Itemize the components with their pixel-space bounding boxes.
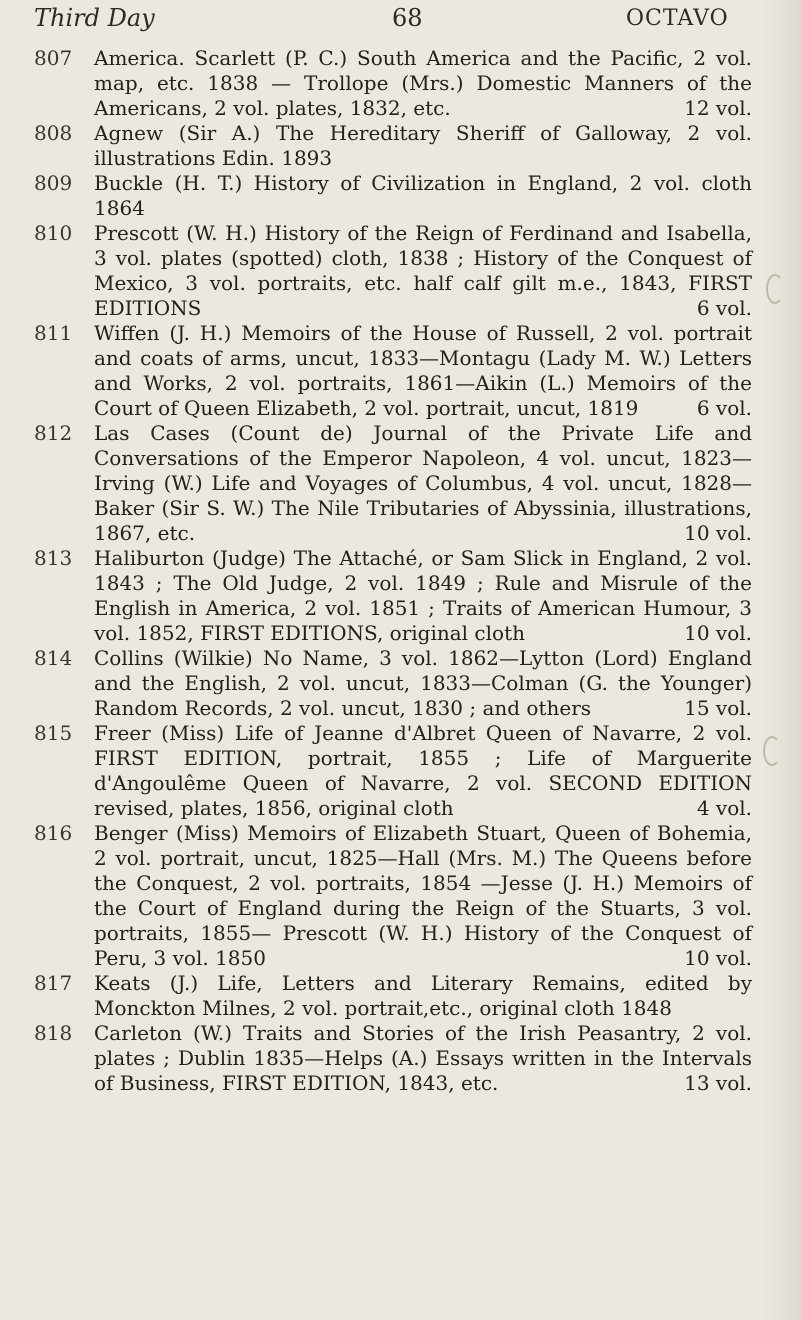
lot-description: Las Cases (Count de) Journal of the Private Life and Conversations of the Emperor Napoleon, 4 vol. uncut, 1823—Irving (W.) Life and Voyages of Columbus, 4 vol. uncut, 1828—Baker (Sir S. W.) The Nile Tributaries of Abyssinia, illustrations, 1867, etc.	[94, 421, 752, 545]
page-edge-shadow	[761, 0, 801, 1320]
running-header-left: Third Day	[34, 4, 155, 32]
lot-volumes: 13 vol.	[684, 1071, 752, 1095]
lot-body	[94, 546, 752, 646]
lot-number: 817	[34, 971, 73, 995]
lot-entry	[34, 421, 752, 546]
lot-volumes: 15 vol.	[684, 696, 752, 720]
lot-body	[94, 121, 752, 171]
lot-description: Haliburton (Judge) The Attaché, or Sam Slick in England, 2 vol. 1843 ; The Old Judge, 2 vol. 1849 ; Rule and Misrule of the English in America, 2 vol. 1851 ; Traits of American Humour, 3 vol. 1852, FIRST EDITIONS, original cloth	[94, 546, 752, 645]
lot-number: 813	[34, 546, 73, 570]
lot-entry	[34, 821, 752, 971]
lot-entry	[34, 171, 752, 221]
lot-volumes: 4 vol.	[696, 796, 752, 820]
lot-entry	[34, 646, 752, 721]
lot-entry	[34, 321, 752, 421]
lot-body	[94, 171, 752, 221]
lot-description: Freer (Miss) Life of Jeanne d'Albret Queen of Navarre, 2 vol. FIRST EDITION, portrait, 1855 ; Life of Marguerite d'Angoulême Queen of Navarre, 2 vol. SECOND EDITION revised, plates, 1856, original cloth	[94, 721, 752, 820]
lot-description: Carleton (W.) Traits and Stories of the Irish Peasantry, 2 vol. plates ; Dublin 1835—Helps (A.) Essays written in the Intervals of Business, FIRST EDITION, 1843, etc.	[94, 1021, 752, 1095]
lot-entry	[34, 1021, 752, 1096]
lot-number: 811	[34, 321, 73, 345]
lot-description: Keats (J.) Life, Letters and Literary Remains, edited by Monckton Milnes, 2 vol. portrait,etc., original cloth 1848	[94, 971, 752, 1020]
lot-volumes: 10 vol.	[684, 946, 752, 970]
lot-number: 818	[34, 1021, 73, 1045]
lot-number: 814	[34, 646, 73, 670]
lot-body	[94, 46, 752, 121]
lot-body	[94, 221, 752, 321]
lot-body	[94, 971, 752, 1021]
lot-volumes: 12 vol.	[684, 96, 752, 120]
lot-body	[94, 821, 752, 971]
lot-number: 812	[34, 421, 73, 445]
lot-entry	[34, 221, 752, 321]
lot-number: 808	[34, 121, 73, 145]
lot-description: Prescott (W. H.) History of the Reign of Ferdinand and Isabella, 3 vol. plates (spotted) cloth, 1838 ; History of the Conquest of Mexico, 3 vol. portraits, etc. half calf gilt m.e., 1843, FIRST EDITIONS	[94, 221, 752, 320]
lot-body	[94, 321, 752, 421]
lot-entry	[34, 971, 752, 1021]
lot-body	[94, 721, 752, 821]
lot-volumes: 6 vol.	[696, 296, 752, 320]
running-header-right: OCTAVO	[626, 6, 729, 31]
lot-number: 807	[34, 46, 73, 70]
lot-body	[94, 421, 752, 546]
lot-number: 809	[34, 171, 73, 195]
lot-entry	[34, 121, 752, 171]
lot-description: Buckle (H. T.) History of Civilization in England, 2 vol. cloth 1864	[94, 171, 752, 220]
lot-number: 810	[34, 221, 73, 245]
lot-description: Collins (Wilkie) No Name, 3 vol. 1862—Lytton (Lord) England and the English, 2 vol. uncut, 1833—Colman (G. the Younger) Random Records, 2 vol. uncut, 1830 ; and others	[94, 646, 752, 720]
lot-volumes: 10 vol.	[684, 621, 752, 645]
lot-description: Wiffen (J. H.) Memoirs of the House of Russell, 2 vol. portrait and coats of arms, uncut, 1833—Montagu (Lady M. W.) Letters and Works, 2 vol. portraits, 1861—Aikin (L.) Memoirs of the Court of Queen Elizabeth, 2 vol. portrait, uncut, 1819	[94, 321, 752, 420]
lot-entry	[34, 46, 752, 121]
lot-body	[94, 646, 752, 721]
lot-body	[94, 1021, 752, 1096]
lot-description: Benger (Miss) Memoirs of Elizabeth Stuart, Queen of Bohemia, 2 vol. portrait, uncut, 1825—Hall (Mrs. M.) The Queens before the Conquest, 2 vol. portraits, 1854 —Jesse (J. H.) Memoirs of the Court of England during the Reign of the Stuarts, 3 vol. portraits, 1855— Prescott (W. H.) History of the Conquest of Peru, 3 vol. 1850	[94, 821, 752, 970]
lot-volumes: 6 vol.	[696, 396, 752, 420]
lot-description: Agnew (Sir A.) The Hereditary Sheriff of Galloway, 2 vol. illustrations Edin. 1893	[94, 121, 752, 170]
lot-entry	[34, 546, 752, 646]
lot-number: 816	[34, 821, 73, 845]
lot-description: America. Scarlett (P. C.) South America and the Pacific, 2 vol. map, etc. 1838 — Trollope (Mrs.) Domestic Manners of the Americans, 2 vol. plates, 1832, etc.	[94, 46, 752, 120]
lot-number: 815	[34, 721, 73, 745]
lot-list	[34, 46, 752, 1096]
lot-volumes: 10 vol.	[684, 521, 752, 545]
lot-entry	[34, 721, 752, 821]
page-number: 68	[392, 4, 423, 32]
